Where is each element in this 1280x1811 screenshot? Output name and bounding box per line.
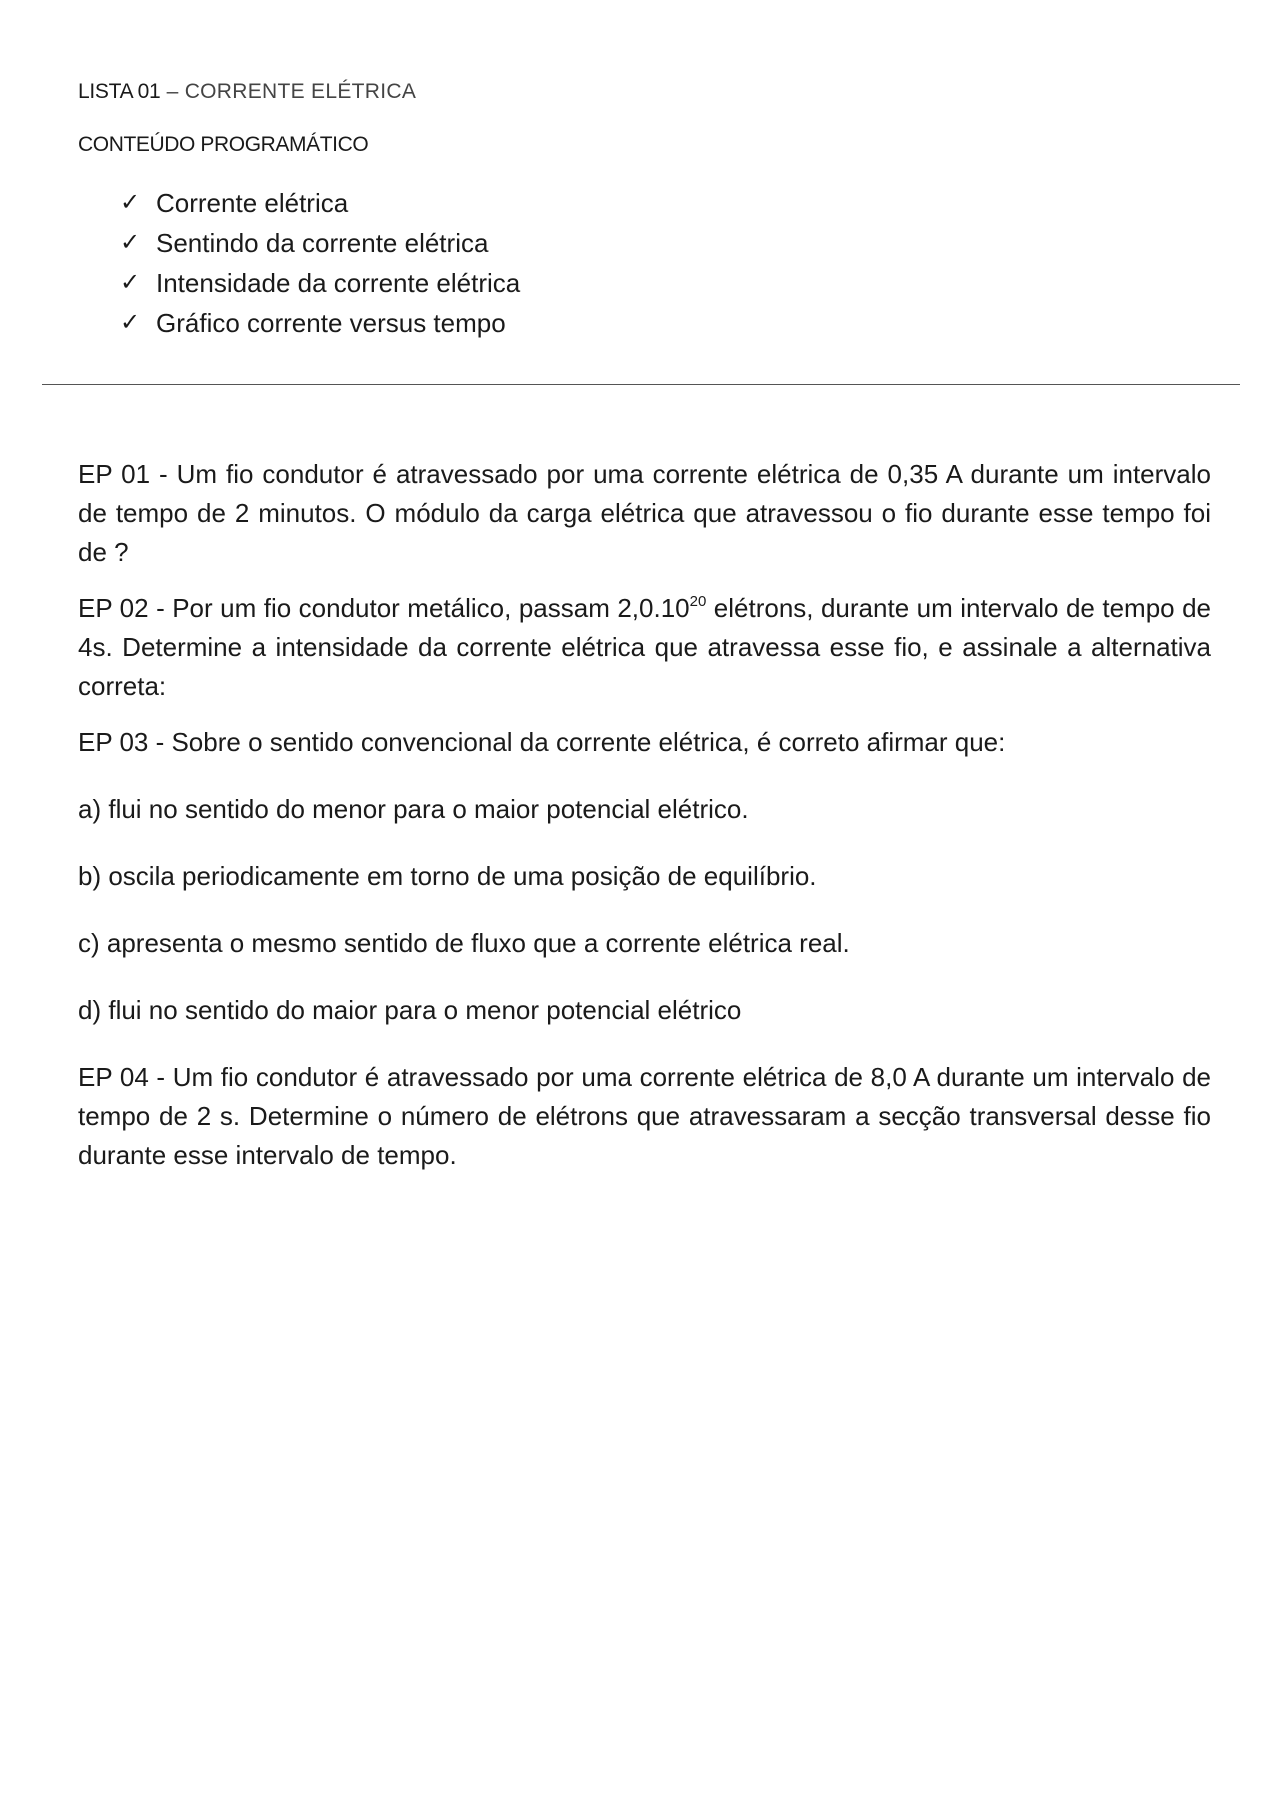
checklist-item-label: Sentindo da corrente elétrica xyxy=(156,227,489,258)
checklist-item xyxy=(120,183,520,223)
list-label: LISTA 01 xyxy=(78,80,161,103)
ep02-exponent: 20 xyxy=(689,593,707,610)
subject-title: CORRENTE ELÉTRICA xyxy=(184,80,417,103)
ep03-option-b: b) oscila periodicamente em torno de uma posição de equilíbrio. xyxy=(78,861,817,891)
ep03-option-d: d) flui no sentido do maior para o menor potencial elétrico xyxy=(78,995,742,1025)
checklist-item xyxy=(120,303,520,343)
ep03-option-a: a) flui no sentido do menor para o maior potencial elétrico. xyxy=(78,794,749,824)
checklist-item-label: Intensidade da corrente elétrica xyxy=(156,267,521,298)
check-icon: ✓ xyxy=(120,309,141,336)
section-heading: CONTEÚDO PROGRAMÁTICO xyxy=(78,133,369,156)
checklist-item-label: Gráfico corrente versus tempo xyxy=(156,307,506,338)
exercise-ep03: EP 03 - Sobre o sentido convencional da corrente elétrica, é correto afirmar que: xyxy=(78,727,1006,757)
check-icon: ✓ xyxy=(120,269,141,296)
title-separator: – xyxy=(160,80,185,103)
exercise-list xyxy=(78,455,1211,1192)
checklist-item xyxy=(120,223,520,263)
ep03-option-c: c) apresenta o mesmo sentido de fluxo que a corrente elétrica real. xyxy=(78,928,850,958)
exercise-ep04: EP 04 - Um fio condutor é atravessado por uma corrente elétrica de 8,0 A durante um intervalo de tempo de 2 s. Determine o número de elétrons que atravessaram a secção transversal desse fio durante esse intervalo de tempo. xyxy=(78,1062,1211,1170)
page-title xyxy=(78,80,416,104)
ep02-text-before: EP 02 - Por um fio condutor metálico, passam 2,0.10 xyxy=(78,593,690,623)
section-divider xyxy=(42,384,1240,385)
ep02-text-after: elétrons, durante um intervalo de tempo de 4s. Determine a intensidade da corrente elétrica que atravessa esse fio, e assinale a alternativa correta: xyxy=(78,593,1212,701)
check-icon: ✓ xyxy=(120,229,141,256)
content-checklist xyxy=(120,183,520,343)
check-icon: ✓ xyxy=(120,189,141,216)
checklist-item-label: Corrente elétrica xyxy=(156,187,349,218)
exercise-ep02 xyxy=(78,589,1211,706)
exercise-ep01: EP 01 - Um fio condutor é atravessado por uma corrente elétrica de 0,35 A durante um intervalo de tempo de 2 minutos. O módulo da carga elétrica que atravessou o fio durante esse tempo foi de ? xyxy=(78,459,1211,567)
checklist-item xyxy=(120,263,520,303)
